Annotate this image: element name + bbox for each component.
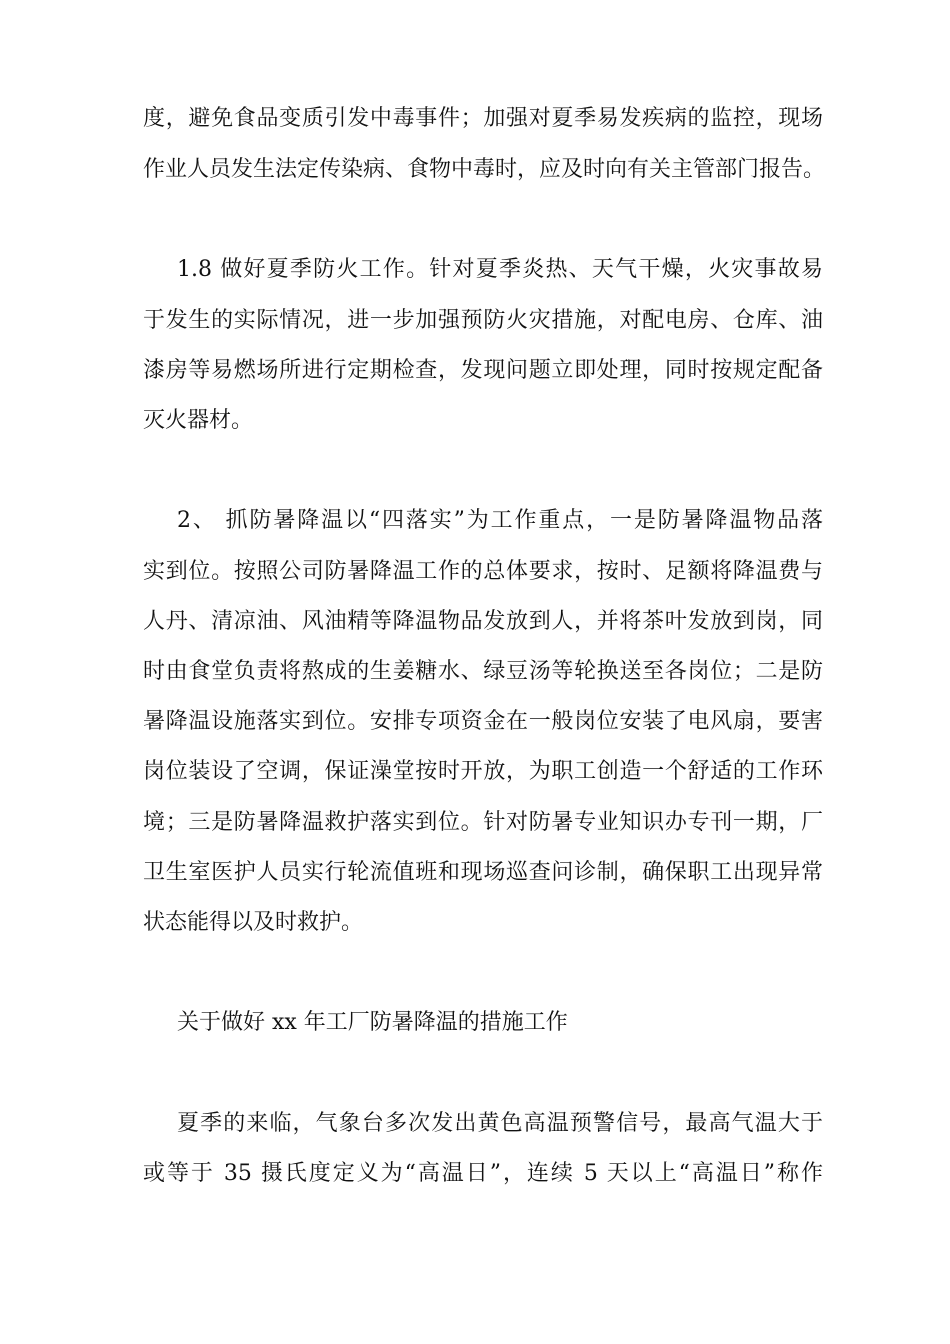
paragraph-3-line-8: 卫生室医护人员实行轮流值班和现场巡查问诊制，确保职工出现异常: [143, 860, 823, 885]
paragraph-2-line-4: 灭火器材。: [143, 408, 254, 433]
paragraph-1-line-2: 作业人员发生法定传染病、食物中毒时，应及时向有关主管部门报告。: [143, 157, 826, 182]
section-heading: 关于做好 xx 年工厂防暑降温的措施工作: [177, 1010, 568, 1035]
paragraph-2-line-1: 1.8 做好夏季防火工作。针对夏季炎热、天气干燥，火灾事故易: [177, 257, 823, 282]
paragraph-3-line-1: 2、 抓防暑降温以“四落实”为工作重点，一是防暑降温物品落: [177, 508, 823, 533]
paragraph-3-line-6: 岗位装设了空调，保证澡堂按时开放，为职工创造一个舒适的工作环: [143, 759, 823, 784]
paragraph-2-line-3: 漆房等易燃场所进行定期检查，发现问题立即处理，同时按规定配备: [143, 358, 823, 383]
paragraph-4-line-1: 夏季的来临，气象台多次发出黄色高温预警信号，最高气温大于: [177, 1111, 823, 1136]
paragraph-1-line-1: 度，避免食品变质引发中毒事件；加强对夏季易发疾病的监控，现场: [143, 106, 823, 131]
paragraph-4-line-2: 或等于 35 摄氏度定义为“高温日”，连续 5 天以上“高温日”称作: [143, 1161, 823, 1186]
paragraph-3-line-7: 境；三是防暑降温救护落实到位。针对防暑专业知识办专刊一期，厂: [143, 810, 823, 835]
paragraph-3-line-4: 时由食堂负责将熬成的生姜糖水、绿豆汤等轮换送至各岗位；二是防: [143, 659, 823, 684]
paragraph-3-line-2: 实到位。按照公司防暑降温工作的总体要求，按时、足额将降温费与: [143, 559, 823, 584]
paragraph-3-line-5: 暑降温设施落实到位。安排专项资金在一般岗位安装了电风扇，要害: [143, 709, 823, 734]
paragraph-2-line-2: 于发生的实际情况，进一步加强预防火灾措施，对配电房、仓库、油: [143, 308, 823, 333]
paragraph-3-line-3: 人丹、清凉油、风油精等降温物品发放到人，并将茶叶发放到岗，同: [143, 609, 823, 634]
paragraph-3-line-9: 状态能得以及时救护。: [143, 910, 364, 935]
